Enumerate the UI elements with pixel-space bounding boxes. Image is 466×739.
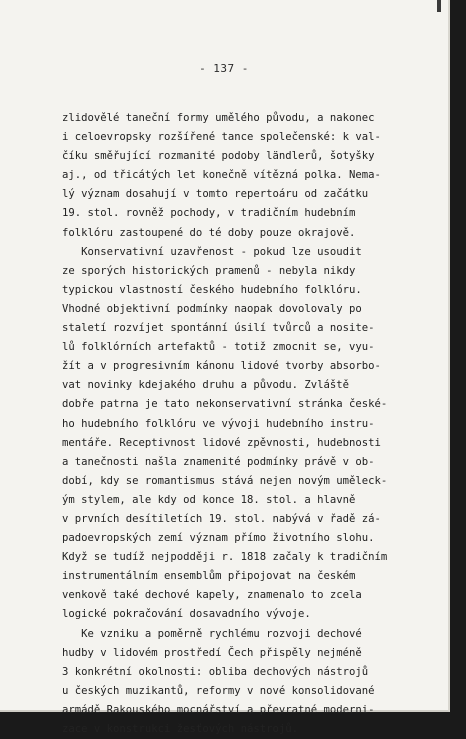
text-line: Když se tudíž nejpodději r. 1818 začaly k tradičním	[62, 551, 388, 564]
text-line: padoevropských zemí význam přímo životního slohu.	[62, 532, 375, 545]
text-line: Konservativní uzavřenost - pokud lze usoudit	[62, 245, 362, 258]
text-line: lů folklórních artefaktů - totiž zmocnit se, vyu-	[62, 341, 375, 354]
text-line: aj., od třicátých let konečně vítězná polka. Nema-	[62, 169, 381, 182]
text-line: ze sporých historických pramenů - nebyla nikdy	[62, 264, 356, 277]
text-line: 19. stol. rovněž pochody, v tradičním hudebním	[62, 207, 356, 220]
text-line: Vhodné objektivní podmínky naopak dovolovaly po	[62, 302, 362, 315]
text-line: armádě Rakouského mocnářství a převratné moderni-	[62, 703, 375, 716]
text-line: venkově také dechové kapely, znamenalo to zcela	[62, 589, 362, 602]
text-line: žít a v progresivním kánonu lidové tvorby absorbo-	[62, 360, 381, 373]
text-line: logické pokračování dosavadního vývoje.	[62, 608, 311, 621]
text-line: ho hudebního folklóru ve vývoji hudebního instru-	[62, 417, 375, 430]
text-line: ým stylem, ale kdy od konce 18. stol. a hlavně	[62, 493, 356, 506]
text-line: zlidovělé taneční formy umělého původu, a nakonec	[62, 112, 375, 124]
text-line: číku směřující rozmanité podoby ländlerů, šotyšky	[62, 150, 375, 163]
text-line: i celoevropsky rozšířené tance společenské: k val-	[62, 131, 381, 144]
body-text	[62, 109, 422, 739]
text-line: v prvních desítiletích 19. stol. nabývá v řadě zá-	[62, 512, 381, 525]
text-line: dobře patrna je tato nekonservativní stránka české-	[62, 398, 388, 411]
text-line: typickou vlastností českého hudebního folklóru.	[62, 283, 362, 296]
page-edge-mark	[437, 0, 441, 12]
text-line: hudby v lidovém prostředí Čech přispěly nejméně	[62, 646, 362, 659]
text-line: 3 konkrétní okolnosti: obliba dechových nástrojů	[62, 665, 369, 678]
text-line: zace v konstrukci žesťových nástrojů.	[62, 723, 298, 735]
text-line: instrumentálním ensemblům připojovat na českém	[62, 570, 356, 583]
text-line: staletí rozvíjet spontánní úsilí tvůrců a nosite-	[62, 322, 375, 335]
page-number: - 137 -	[199, 62, 249, 75]
text-line: dobí, kdy se romantismus stává nejen novým uměleck-	[62, 474, 388, 487]
text-line: mentáře. Receptivnost lidové zpěvnosti, hudebnosti	[62, 436, 381, 449]
text-line: vat novinky kdejakého druhu a původu. Zvláště	[62, 379, 350, 392]
text-line: folklóru zastoupené do té doby pouze okrajově.	[62, 226, 356, 239]
text-line: a tanečnosti našla znamenité podmínky právě v ob-	[62, 455, 375, 468]
text-line: Ke vzniku a poměrně rychlému rozvoji dechové	[62, 627, 362, 640]
text-line: u českých muzikantů, reformy v nové konsolidované	[62, 684, 375, 697]
text-line: lý význam dosahují v tomto repertoáru od začátku	[62, 188, 369, 201]
